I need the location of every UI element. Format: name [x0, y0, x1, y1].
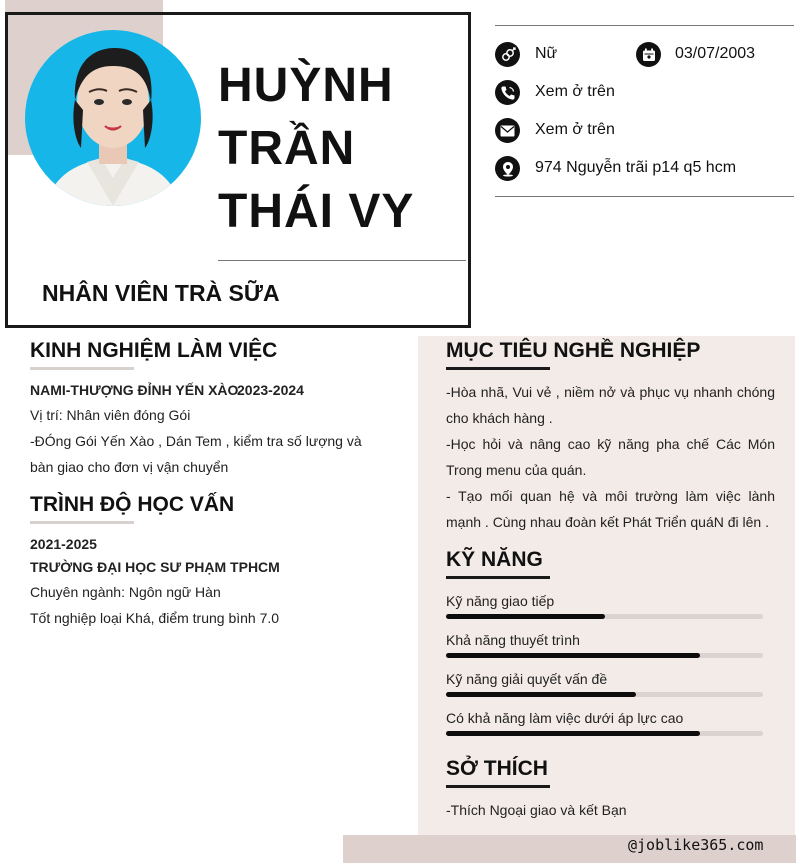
experience-title-underline: [30, 367, 134, 370]
profile-portrait-illustration: [25, 30, 201, 206]
education-section-title: TRÌNH ĐỘ HỌC VẤN: [30, 493, 235, 516]
skill-bar-fill: [446, 692, 636, 697]
phone-text: Xem ở trên: [535, 83, 615, 100]
skill-bar-track: [446, 692, 763, 697]
contact-bottom-divider: [495, 196, 794, 197]
gender-icon: [495, 42, 520, 67]
skill-label: Khả năng thuyết trình: [446, 632, 580, 648]
name-line-1: HUỲNH: [218, 59, 394, 112]
objective-section-title: MỤC TIÊU NGHỀ NGHIỆP: [446, 339, 701, 362]
name-line-3: THÁI VY: [218, 185, 415, 238]
location-icon: [495, 156, 520, 181]
skill-bar-fill: [446, 653, 700, 658]
skill-bar-track: [446, 731, 763, 736]
experience-description-line-2: bàn giao cho đơn vị vận chuyển: [30, 459, 229, 475]
skill-bar-fill: [446, 731, 700, 736]
watermark: @joblike365.com: [628, 836, 764, 854]
skill-label: Kỹ năng giải quyết vấn đề: [446, 671, 608, 687]
hobbies-title-underline: [446, 785, 550, 788]
email-icon: [495, 118, 520, 143]
gender-text: Nữ: [535, 45, 558, 62]
education-school: TRƯỜNG ĐẠI HỌC SƯ PHẠM TPHCM: [30, 559, 280, 575]
education-result: Tốt nghiệp loại Khá, điểm trung bình 7.0: [30, 610, 280, 626]
experience-position: Vị trí: Nhân viên đóng Gói: [30, 407, 191, 423]
skill-bar-track: [446, 653, 763, 658]
hobbies-section-title: SỞ THÍCH: [446, 757, 548, 780]
experience-company: NAMI-THƯỢNG ĐỈNH YẾN XÀO: [30, 382, 239, 398]
education-major: Chuyên ngành: Ngôn ngữ Hàn: [30, 584, 221, 600]
experience-description-line-1: -ĐÓng Gói Yến Xào , Dán Tem , kiểm tra số lượng và: [30, 433, 362, 449]
objective-title-underline: [446, 367, 550, 370]
birthday-text: 03/07/2003: [675, 45, 756, 62]
job-title: NHÂN VIÊN TRÀ SỮA: [42, 280, 280, 306]
experience-period: 2023-2024: [237, 382, 304, 398]
skill-bar-track: [446, 614, 763, 619]
education-period: 2021-2025: [30, 536, 97, 552]
name-line-2: TRẦN: [218, 122, 356, 175]
objective-item-3: - Tạo mối quan hệ và môi trường làm việc lành mạnh . Cùng nhau đoàn kết Phát Triển quáN đi lên .: [446, 488, 775, 530]
contact-top-divider: [495, 25, 794, 26]
phone-icon: [495, 80, 520, 105]
hobbies-text: -Thích Ngoại giao và kết Bạn: [446, 802, 627, 818]
objective-item-1: -Hòa nhã, Vui vẻ , niềm nở và phục vụ nhanh chóng cho khách hàng .: [446, 384, 775, 426]
skills-title-underline: [446, 576, 550, 579]
skill-label: Có khả năng làm việc dưới áp lực cao: [446, 710, 684, 726]
skills-section-title: KỸ NĂNG: [446, 548, 543, 571]
objective-item-2: -Học hỏi và nâng cao kỹ năng pha chế Các Món Trong menu của quán.: [446, 436, 775, 478]
experience-section-title: KINH NGHIỆM LÀM VIỆC: [30, 339, 278, 362]
profile-photo: [25, 30, 201, 206]
skill-bar-fill: [446, 614, 605, 619]
name-divider: [218, 260, 466, 261]
education-title-underline: [30, 521, 134, 524]
calendar-icon: [636, 42, 661, 67]
skill-label: Kỹ năng giao tiếp: [446, 593, 555, 609]
address-text: 974 Nguyễn trãi p14 q5 hcm: [535, 159, 737, 176]
email-text: Xem ở trên: [535, 121, 615, 138]
